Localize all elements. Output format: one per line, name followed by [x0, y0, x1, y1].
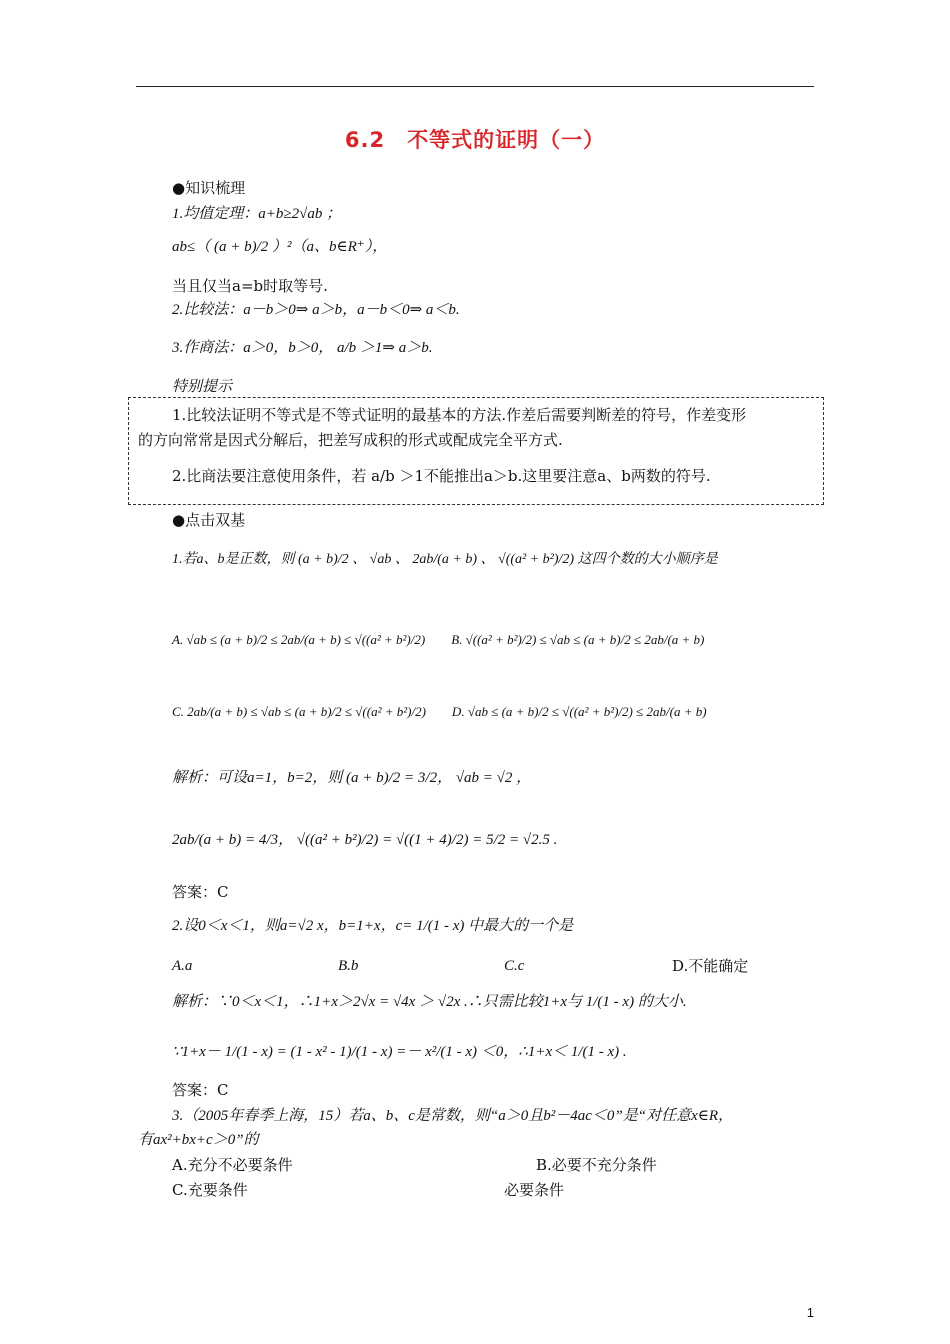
special-tip-heading: 特别提示 [172, 377, 233, 395]
tip-line: 1.比较法证明不等式是不等式证明的最基本的方法.作差后需要判断差的符号，作差变形 [172, 406, 747, 424]
text-line: 1.均值定理：a+b≥2√ab ； [172, 206, 342, 222]
top-rule [136, 86, 814, 87]
analysis-line: 解析：可设a=1，b=2，则 (a + b)/2 = 3/2， √ab = √2 ， [172, 770, 532, 786]
section-heading-knowledge: ●知识梳理 [172, 179, 246, 197]
option-b: B.必要不充分条件 [536, 1156, 657, 1174]
question-2: 2.设0＜x＜1，则a=√2 x，b=1+x，c= 1/(1 - x) 中最大的一个是 [172, 918, 574, 934]
option-a: A.充分不必要条件 [172, 1156, 293, 1174]
options-cd: C. 2ab/(a + b) ≤ √ab ≤ (a + b)/2 ≤ √((a² + b²)/2) D. √ab ≤ (a + b)/2 ≤ √((a² + b²)/2) ≤ 2ab/(a + b) [172, 704, 707, 719]
question-1: 1.若a、b是正数，则 (a + b)/2 、 √ab 、 2ab/(a + b) 、 √((a² + b²)/2) 这四个数的大小顺序是 [172, 552, 718, 567]
option-c: C.充要条件 [172, 1181, 248, 1199]
tip-line: 的方向常常是因式分解后，把差写成积的形式或配成完全平方式. [138, 431, 563, 449]
tip-line: 2.比商法要注意使用条件，若 a/b ＞1不能推出a＞b.这里要注意a、b两数的符号. [172, 467, 711, 485]
option-a: A.a [172, 958, 193, 974]
options-ab: A. √ab ≤ (a + b)/2 ≤ 2ab/(a + b) ≤ √((a² + b²)/2) B. √((a² + b²)/2) ≤ √ab ≤ (a + b)/2 ≤ 2ab/(a + b) [172, 632, 705, 647]
question-3-cont: 有ax²+bx+c＞0”的 [138, 1132, 259, 1148]
answer-2: 答案：C [172, 1081, 229, 1099]
answer-1: 答案：C [172, 883, 229, 901]
page-number: 1 [806, 1305, 814, 1320]
text-line: ab≤（ (a + b)/2 ）²（a、b∈R⁺）， [172, 239, 388, 255]
text-line: 当且仅当a=b时取等号. [172, 277, 328, 295]
page-title: 6.2 不等式的证明（一） [344, 128, 606, 152]
analysis-line: 解析：∵0＜x＜1，∴1+x＞2√x = √4x ＞ √2x .∴只需比较1+x与 1/(1 - x) 的大小. [172, 994, 687, 1010]
text-line: 3.作商法：a＞0，b＞0， a/b ＞1⇒ a＞b. [172, 340, 433, 356]
analysis-line: 2ab/(a + b) = 4/3， √((a² + b²)/2) = √((1 + 4)/2) = 5/2 = √2.5 . [172, 832, 558, 848]
section-heading-basics: ●点击双基 [172, 511, 246, 529]
option-b: B.b [338, 958, 359, 974]
option-d: D.不能确定 [672, 957, 749, 975]
option-c: C.c [504, 958, 525, 974]
option-d: 必要条件 [504, 1181, 565, 1199]
text-line: 2.比较法：a－b＞0⇒ a＞b，a－b＜0⇒ a＜b. [172, 302, 460, 318]
analysis-line: ∵1+x－ 1/(1 - x) = (1 - x² - 1)/(1 - x) =－ x²/(1 - x) ＜0，∴1+x＜ 1/(1 - x) . [172, 1044, 627, 1060]
question-3: 3.（2005年春季上海，15）若a、b、c是常数，则“a＞0且b²－4ac＜0”是“对任意x∈R， [172, 1108, 734, 1124]
